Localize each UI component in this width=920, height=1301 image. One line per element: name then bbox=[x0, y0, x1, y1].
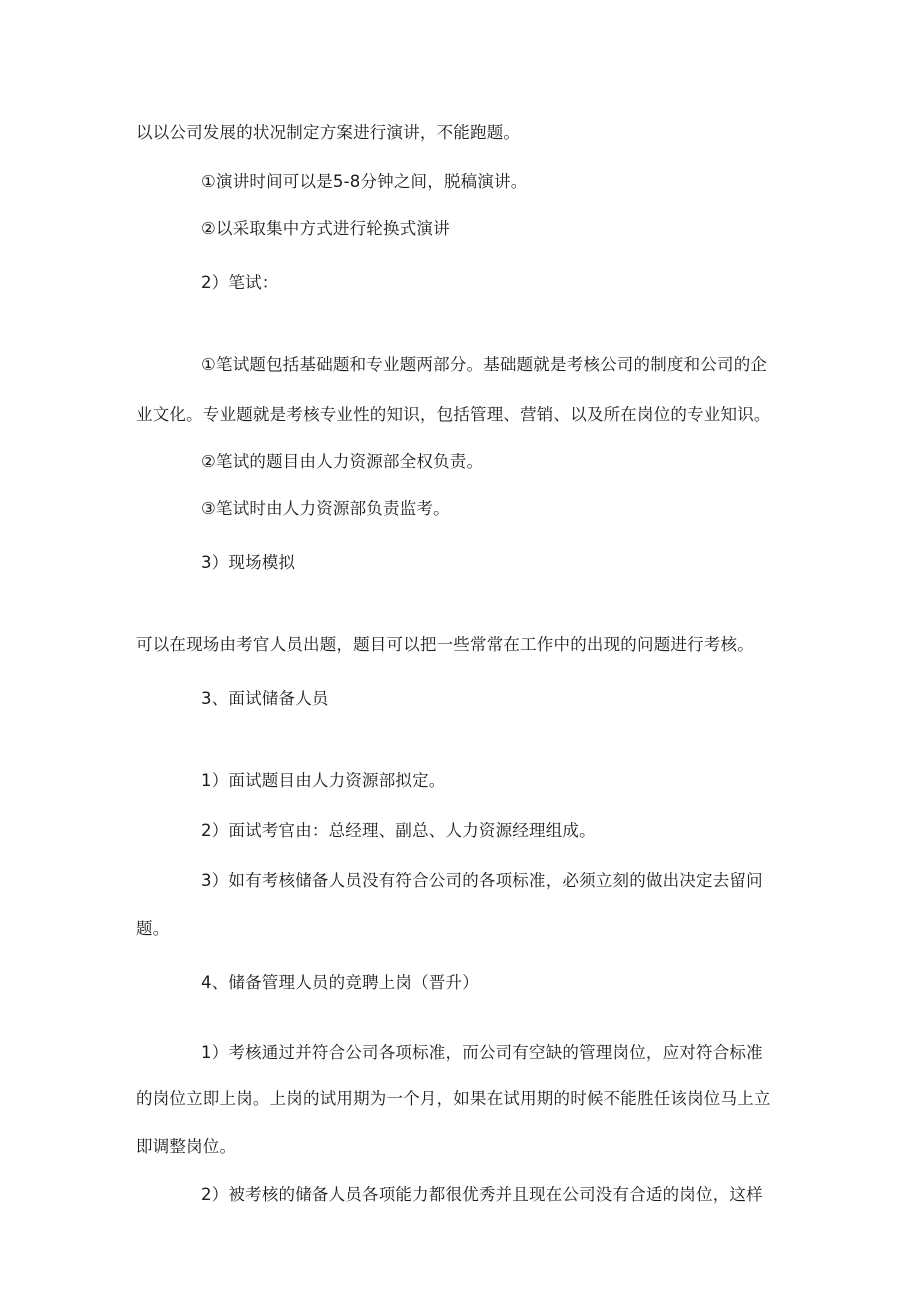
section-heading: 2）笔试： bbox=[201, 273, 279, 292]
paragraph-line: 即调整岗位。 bbox=[136, 1137, 237, 1156]
paragraph-line: 业文化。专业题就是考核专业性的知识，包括管理、营销、以及所在岗位的专业知识。 bbox=[136, 405, 771, 424]
paragraph-line: 可以在现场由考官人员出题，题目可以把一些常常在工作中的出现的问题进行考核。 bbox=[136, 635, 754, 654]
paragraph-line: ③笔试时由人力资源部负责监考。 bbox=[201, 499, 450, 518]
paragraph-line: 1）面试题目由人力资源部拟定。 bbox=[201, 771, 446, 790]
section-heading: 3）现场模拟 bbox=[201, 553, 296, 572]
paragraph-line: 的岗位立即上岗。上岗的试用期为一个月，如果在试用期的时候不能胜任该岗位马上立 bbox=[136, 1089, 771, 1108]
paragraph-line: 以以公司发展的状况制定方案进行演讲，不能跑题。 bbox=[136, 123, 521, 142]
paragraph-line: 题。 bbox=[136, 919, 170, 938]
paragraph-line: ①笔试题包括基础题和专业题两部分。基础题就是考核公司的制度和公司的企 bbox=[201, 355, 768, 374]
paragraph-line: 3）如有考核储备人员没有符合公司的各项标准，必须立刻的做出决定去留问 bbox=[201, 871, 763, 890]
paragraph-line: 2）面试考官由：总经理、副总、人力资源经理组成。 bbox=[201, 821, 596, 840]
paragraph-line: ②以采取集中方式进行轮换式演讲 bbox=[201, 219, 450, 238]
paragraph-line: 2）被考核的储备人员各项能力都很优秀并且现在公司没有合适的岗位，这样 bbox=[201, 1185, 763, 1204]
section-heading: 3、面试储备人员 bbox=[201, 689, 329, 708]
section-heading: 4、储备管理人员的竞聘上岗（晋升） bbox=[201, 973, 479, 992]
paragraph-line: ②笔试的题目由人力资源部全权负责。 bbox=[201, 452, 484, 471]
paragraph-line: ①演讲时间可以是5-8分钟之间，脱稿演讲。 bbox=[201, 172, 528, 191]
paragraph-line: 1）考核通过并符合公司各项标准，而公司有空缺的管理岗位，应对符合标准 bbox=[201, 1043, 763, 1062]
